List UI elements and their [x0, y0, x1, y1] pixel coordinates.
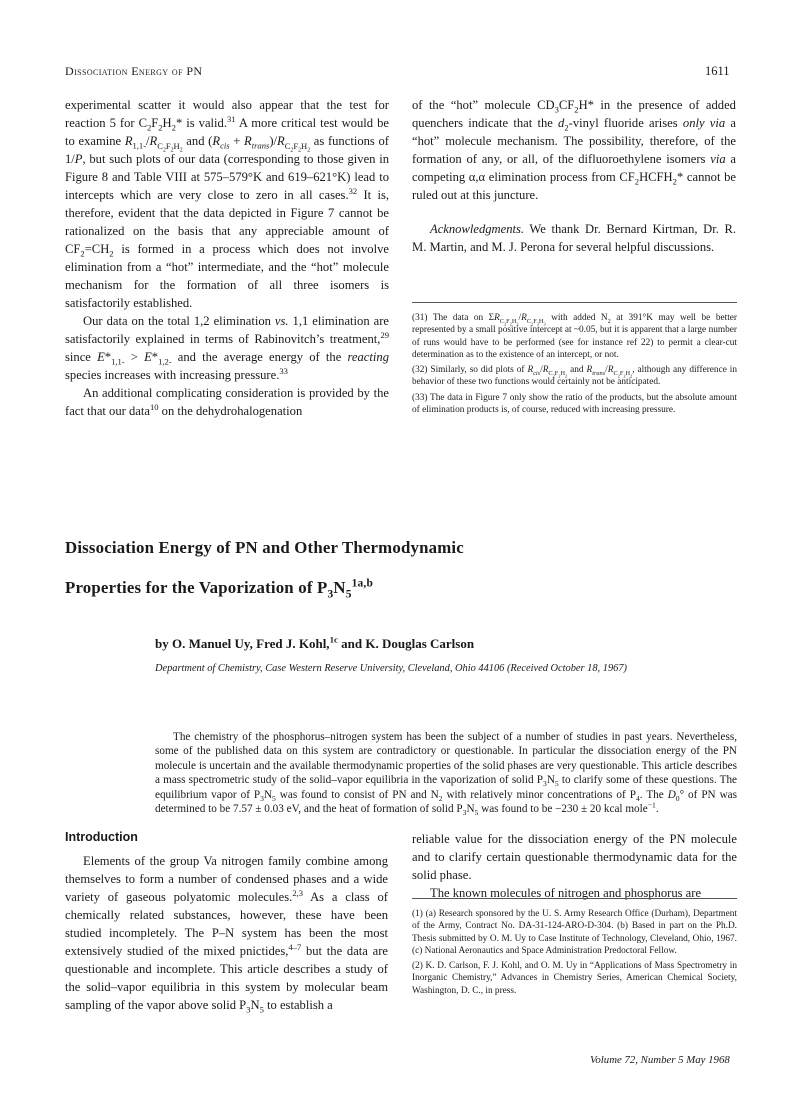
article-title-line-2: [65, 577, 374, 601]
paragraph: An additional complicating consideration is provided by the fact that our data$^{10}$ on the dehydrohalogenation: [65, 386, 389, 419]
paragraph: Elements of the group Va nitrogen family combine among themselves to form a number of condensed phases and a wide variety of gaseous polyatomic molecules.$^{2,3}$ As a class of chemically related substances, however, these have been studied incompletely. The P–N system has been the most extensively studied of the mixed pnictides,$^{4-7}$ but the data are questionable and incomplete. This article describes a study of the solid–vapor equilibria in this system by molecular beam sampling of the vapor above solid $P_3N_5$ to establish a: [65, 854, 388, 1015]
paragraph: The known molecules of nitrogen and phosphorus are: [430, 886, 702, 900]
section-heading-introduction: Introduction: [65, 830, 138, 844]
abstract: The chemistry of the phosphorus–nitrogen system has been the subject of a number of studies in past years. Nevertheless, some of the published data on this system are contradictory or questionable. In particular the dissociation energy of the PN molecule is uncertain and the available thermodynamic properties of the solid phases are very questionable. This article describes a mass spectrometric study of the solid–vapor equilibria in the vaporization of solid $P_3N_5$ to clarify some of these questions. The equilibrium vapor of $P_3N_5$ was found to consist of PN and $N_2$ with relatively minor concentrations of $P_4$. The $D_0^\circ$ of PN was determined to be 7.57 ± 0.03 eV, and the heat of formation of solid $P_3N_5$ was found to be −230 ± 20 kcal mole$^{-1}$.: [155, 731, 738, 818]
author-footnote-marker: 1c: [329, 634, 338, 645]
authors: [155, 636, 474, 652]
introduction-left-column: [65, 852, 388, 1014]
paragraph: Our data on the total 1,2 elimination vs. 1,1 elimination are satisfactorily explained in terms of Rabinovitch’s treatment,$^{29}$ since $E*_{1,1-} > E*_{1,2-}$ and the average energy of the reacting species increases with increasing pressure.$^{33}$: [65, 314, 389, 383]
authors-text: by O. Manuel Uy, Fred J. Kohl,: [155, 636, 330, 651]
footnote: (33) The data in Figure 7 only show the ratio of the products, but the absolute amount of elimination products is, of course, reduced with increasing pressure.: [412, 392, 737, 416]
acknowledgments: Acknowledgments. We thank Dr. Bernard Kirtman, Dr. R. M. Martin, and M. J. Perona for several helpful discussions.: [412, 222, 736, 254]
paragraph: of the “hot” molecule $CD_3CF_2H*$ in the presence of added quenchers indicate that the $d_2$-vinyl fluoride arises only via a “hot” molecule mechanism. The possibility, therefore, of the formation of any, or all, of the difluoroethylene isomers via a competing α,α elimination process from $CF_2HCFH_2*$ cannot be ruled out at this juncture.: [412, 98, 736, 202]
paragraph: experimental scatter it would also appear that the test for reaction 5 for $C_2F_2H_2*$ is valid.$^{31}$ A more critical test would be to examine $R_{1,1-}/R_{C_2F_2H_2}$ and $(R_{cis} + R_{trans})/R_{C_2F_2H_2}$ as functions of 1/P, but such plots of our data (corresponding to those given in Figure 8 and Table VIII at 575–579°K and 619–621°K) lead to intercepts which are very close to zero in all cases.$^{32}$ It is, therefore, evident that the data depicted in Figure 7 cannot be rationalized on the basis that any appreciable amount of $CF_2=CH_2$ is formed in a process which does not involve elimination from a “hot” intermediate, and the “hot” molecule mechanism for the formation of all three isomers is satisfactorily established.: [65, 98, 389, 311]
footnote-divider: [412, 302, 737, 303]
previous-article-right-column: [412, 96, 736, 256]
title-subscript: 3: [327, 588, 334, 601]
footnote: (2) K. D. Carlson, F. J. Kohl, and O. M. Uy in “Applications of Mass Spectrometry in Inorganic Chemistry,” Advances in Chemistry Series, American Chemical Society, Washington, D. C., in press.: [412, 961, 737, 996]
running-title: Dissociation Energy of PN: [65, 64, 203, 78]
previous-article-left-column: [65, 96, 389, 420]
authors-text: and K. Douglas Carlson: [337, 636, 475, 651]
footnote: (32) Similarly, so did plots of $R_{cis}/R_{C_2F_2H_2}$ and $R_{trans}/R_{C_2F_2H_2}$, although any difference in behavior of these two functions would certainly not be anticipated.: [412, 365, 737, 388]
affiliation: Department of Chemistry, Case Western Reserve University, Cleveland, Ohio 44106 (Received October 18, 1967): [155, 663, 627, 674]
title-subscript: 5: [345, 588, 352, 601]
introduction-right-column: [412, 830, 737, 902]
title-text: N: [333, 578, 346, 597]
paragraph: reliable value for the dissociation energy of the PN molecule and to clarify certain questionable thermodynamic data for the solid phase.: [412, 832, 737, 882]
article-footnotes: [412, 908, 737, 1000]
footnote: (31) The data on $\Sigma R_{C_2F_2H_2}/R_{C_2F_3H_3}$ with added $N_2$ at 391°K may well be better represented by a small positive intercept at ~0.05, but it is apparent that a large number of runs would have to be performed (see for instance ref 22) to permit a clear-cut determination as to the existence of an intercept, or not.: [412, 313, 737, 360]
title-footnote-marker: 1a,b: [351, 577, 374, 590]
title-text: Properties for the Vaporization of P: [65, 578, 328, 597]
page-number: 1611: [705, 64, 730, 78]
journal-footer: Volume 72, Number 5 May 1968: [590, 1054, 730, 1066]
footnote-divider: [412, 898, 737, 899]
footnote: (1) (a) Research sponsored by the U. S. Army Research Office (Durham), Department of the Army, Contract No. DA-31-124-ARO-D-304. (b) Based in part on the Ph.D. Thesis submitted by O. M. Uy to Case Institute of Technology, Cleveland, Ohio, 1967. (c) National Aeronautics and Space Administration Predoctoral Fellow.: [412, 909, 737, 956]
article-title-line-1: Dissociation Energy of PN and Other Thermodynamic: [65, 538, 464, 557]
previous-article-footnotes: [412, 312, 737, 419]
